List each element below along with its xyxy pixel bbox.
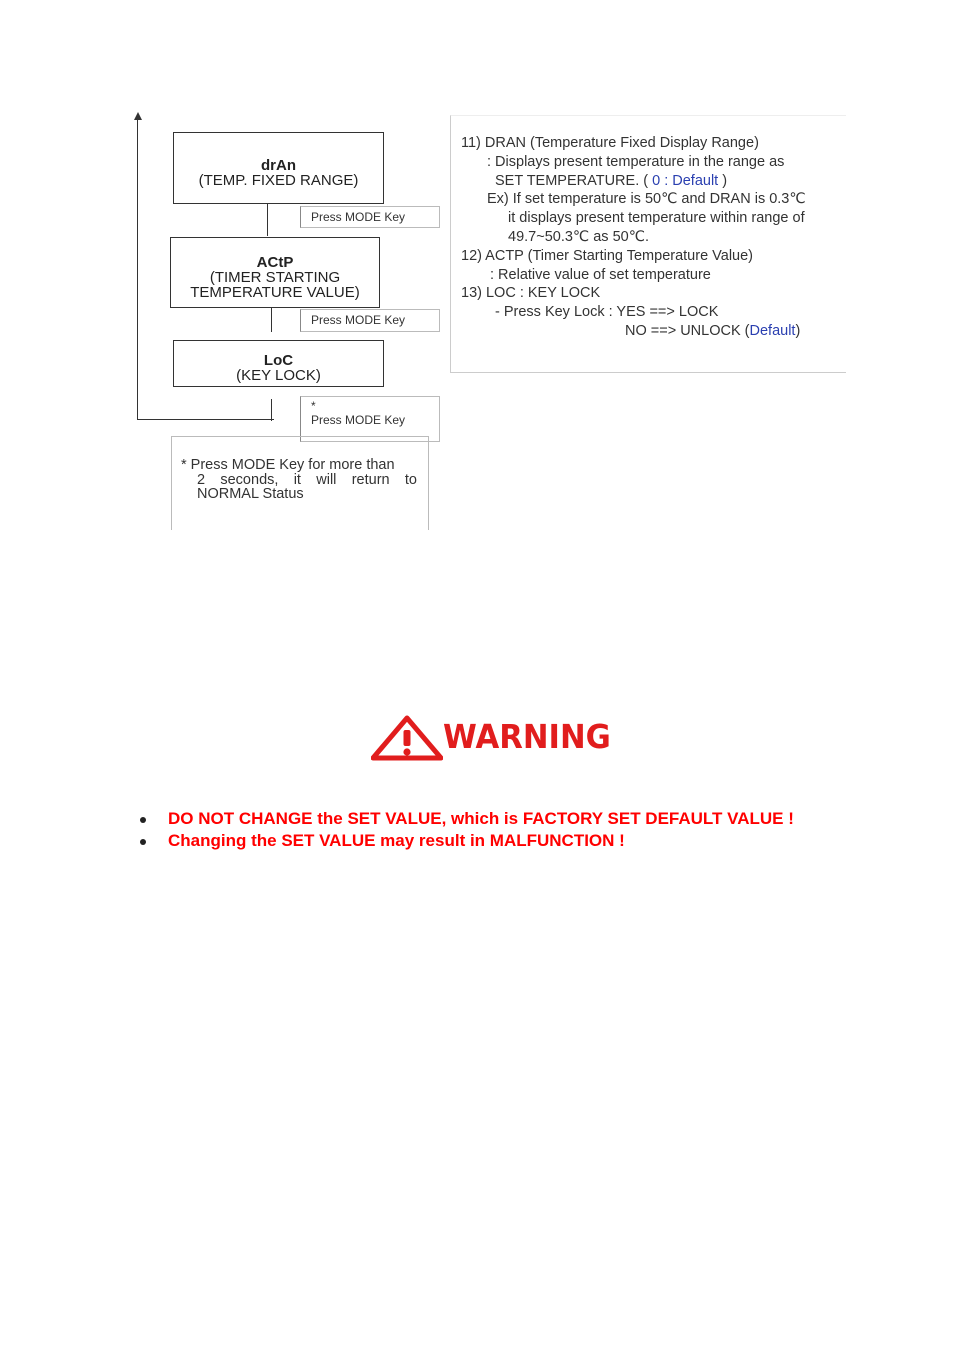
- desc-line-2: : Displays present temperature in the range as: [487, 154, 785, 170]
- warning-list: [140, 808, 794, 852]
- box-actp: [170, 237, 380, 308]
- press-mode-tag-1: Press MODE Key: [300, 206, 440, 228]
- bullet-icon: [140, 817, 146, 823]
- desc-line-9: 13) LOC : KEY LOCK: [461, 285, 601, 301]
- desc-line-3: SET TEMPERATURE. ( 0 : Default ): [495, 173, 728, 189]
- desc-line-8: : Relative value of set temperature: [490, 267, 711, 283]
- box-dran: [173, 132, 384, 204]
- desc-line-1: 11) DRAN (Temperature Fixed Display Range): [461, 135, 759, 151]
- return-note: [171, 436, 429, 530]
- loop-arrow-head: [134, 112, 142, 120]
- warning-triangle-icon: [371, 715, 443, 761]
- desc-line-6: 49.7~50.3℃ as 50℃.: [508, 229, 650, 245]
- box-dran-title: drAn: [261, 157, 296, 174]
- box-loc: [173, 340, 384, 387]
- warning-title: WARNING: [443, 717, 611, 756]
- warning-item: Changing the SET VALUE may result in MALFUNCTION !: [140, 830, 794, 852]
- box-loc-title: LoC: [263, 352, 294, 369]
- warning-logo: [371, 715, 637, 761]
- box-actp-subtitle-1: (TIMER STARTING: [209, 269, 341, 286]
- note-line-3: NORMAL Status: [197, 486, 304, 502]
- note-line-1: * Press MODE Key for more than: [181, 457, 395, 473]
- box-actp-subtitle-2: TEMPERATURE VALUE): [190, 284, 360, 301]
- desc-line-7: 12) ACTP (Timer Starting Temperature Value): [461, 248, 753, 264]
- press-mode-star: *: [311, 399, 316, 413]
- warning-item: DO NOT CHANGE the SET VALUE, which is FACTORY SET DEFAULT VALUE !: [140, 808, 794, 830]
- bullet-icon: [140, 839, 146, 845]
- desc-line-5: it displays present temperature within range of: [508, 210, 805, 226]
- loop-line-bottom: [137, 419, 274, 420]
- connector-2: [271, 308, 272, 332]
- desc-line-10: - Press Key Lock : YES ==> LOCK: [495, 304, 719, 320]
- box-actp-title: ACtP: [256, 254, 294, 271]
- loop-line-left: [137, 118, 138, 420]
- connector-3: [271, 399, 272, 421]
- box-dran-subtitle: (TEMP. FIXED RANGE): [198, 172, 359, 189]
- parameter-description: [450, 115, 846, 373]
- desc-line-4: Ex) If set temperature is 50℃ and DRAN is 0.3℃: [487, 191, 806, 207]
- connector-1: [267, 204, 268, 236]
- note-line-2: 2 seconds, it will return to: [197, 472, 417, 488]
- default-value-0: 0 : Default: [648, 173, 723, 189]
- default-unlock: Default: [749, 323, 796, 339]
- press-mode-label-3: Press MODE Key: [311, 413, 406, 427]
- box-loc-subtitle: (KEY LOCK): [236, 367, 321, 384]
- desc-line-11: NO ==> UNLOCK (Default): [625, 323, 801, 339]
- press-mode-tag-2: Press MODE Key: [300, 309, 440, 332]
